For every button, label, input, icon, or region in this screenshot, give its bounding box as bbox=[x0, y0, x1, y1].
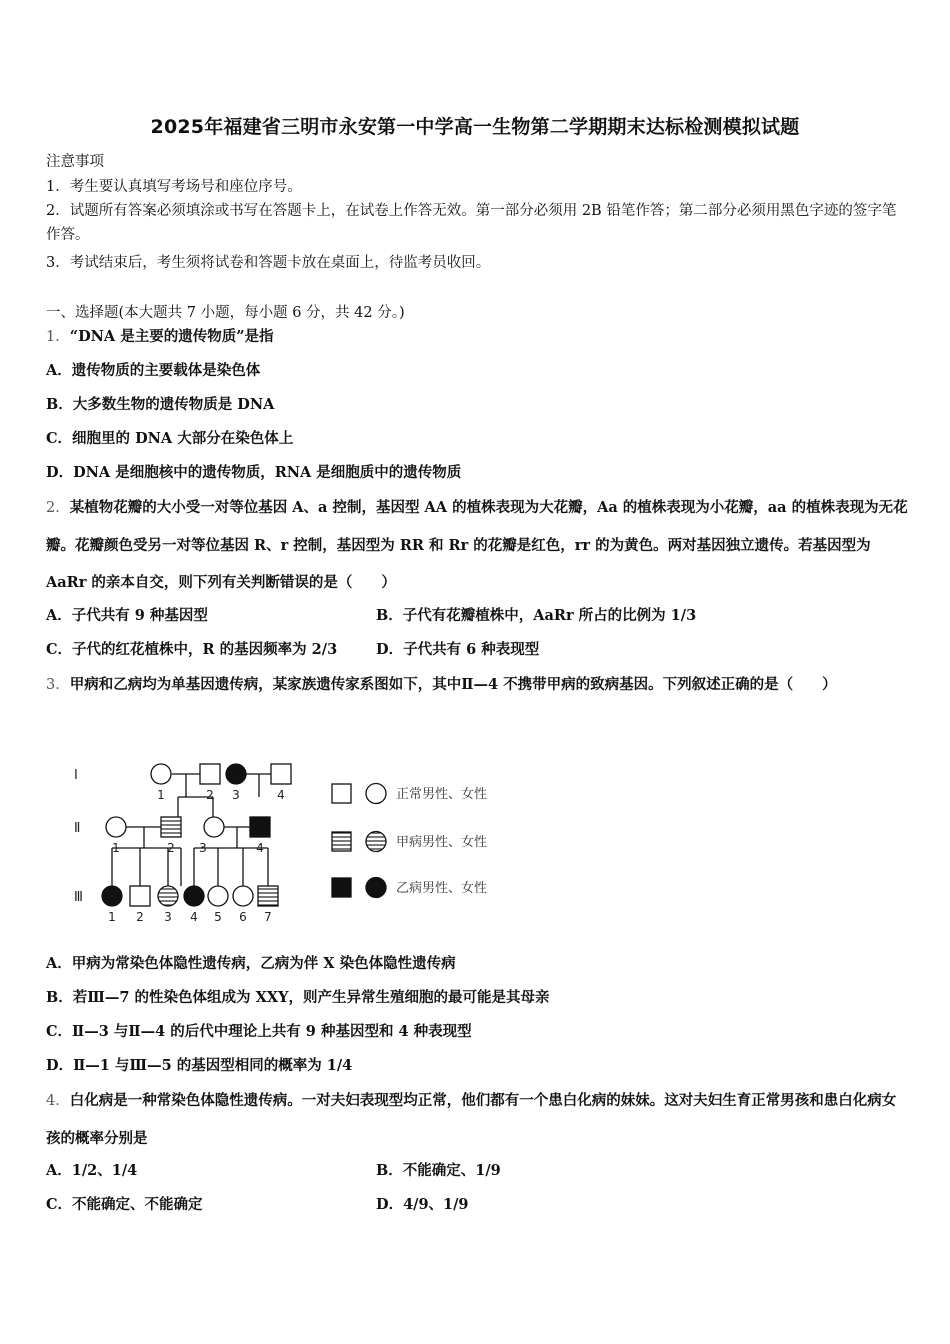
section-heading: 一、选择题(本大题共 7 小题，每小题 6 分，共 42 分。) bbox=[46, 305, 405, 321]
question-number: 3． bbox=[46, 677, 70, 693]
gen2-label: 1 bbox=[112, 841, 120, 855]
question-number: 1． bbox=[46, 329, 70, 345]
gen1-label: 2 bbox=[206, 788, 214, 802]
q1-option-c[interactable]: C．细胞里的 DNA 大部分在染色体上 bbox=[46, 430, 294, 447]
gen2-male-2 bbox=[161, 817, 181, 837]
gen-label-2: Ⅱ bbox=[74, 821, 81, 836]
question-number: 2． bbox=[46, 500, 70, 516]
gen1-male-4 bbox=[271, 764, 291, 784]
q2-option-d[interactable]: D．子代共有 6 种表现型 bbox=[376, 641, 540, 658]
question-stem: 白化病是一种常染色体隐性遗传病。一对夫妇表现型均正常，他们都有一个患白化病的妹妹。这对夫妇生育正常男孩和患白化病女孩的概率分别是 bbox=[46, 1092, 897, 1147]
question-3 bbox=[46, 666, 908, 704]
gen3-male-7 bbox=[258, 886, 278, 906]
gen1-male-2 bbox=[200, 764, 220, 784]
legend-normal-male bbox=[332, 784, 351, 803]
q2-option-a[interactable]: A．子代共有 9 种基因型 bbox=[46, 607, 208, 624]
legend-disease-b-female bbox=[366, 878, 386, 898]
gen3-label: 2 bbox=[136, 910, 144, 924]
q1-option-d[interactable]: D．DNA 是细胞核中的遗传物质，RNA 是细胞质中的遗传物质 bbox=[46, 464, 462, 481]
q4-option-a[interactable]: A．1/2、1/4 bbox=[46, 1162, 138, 1179]
gen3-label: 1 bbox=[108, 910, 116, 924]
q3-option-d[interactable]: D．Ⅱ—1 与Ⅲ—5 的基因型相同的概率为 1/4 bbox=[46, 1057, 353, 1074]
q1-option-a[interactable]: A．遗传物质的主要载体是染色体 bbox=[46, 362, 261, 379]
legend-disease-a-male bbox=[332, 832, 351, 851]
gen2-label: 4 bbox=[256, 841, 264, 855]
gen1-label: 3 bbox=[232, 788, 240, 802]
question-stem: “DNA 是主要的遗传物质”是指 bbox=[69, 328, 274, 345]
legend-disease-b-label: 乙病男性、女性 bbox=[396, 881, 488, 896]
gen3-female-5 bbox=[208, 886, 228, 906]
gen1-label: 4 bbox=[277, 788, 285, 802]
gen2-label: 3 bbox=[199, 841, 207, 855]
gen3-female-1 bbox=[102, 886, 122, 906]
gen3-female-3 bbox=[158, 886, 178, 906]
q3-option-a[interactable]: A．甲病为常染色体隐性遗传病，乙病为伴 X 染色体隐性遗传病 bbox=[46, 955, 456, 972]
gen3-label: 7 bbox=[264, 910, 272, 924]
gen1-female-3 bbox=[226, 764, 246, 784]
gen3-male-2 bbox=[130, 886, 150, 906]
q4-option-b[interactable]: B．不能确定、1/9 bbox=[376, 1162, 501, 1179]
gen3-label: 3 bbox=[164, 910, 172, 924]
legend-normal-label: 正常男性、女性 bbox=[396, 787, 488, 802]
gen3-female-4 bbox=[184, 886, 204, 906]
gen1-female-1 bbox=[151, 764, 171, 784]
q2-option-b[interactable]: B．子代有花瓣植株中，AaRr 所占的比例为 1/3 bbox=[376, 607, 697, 624]
gen3-female-6 bbox=[233, 886, 253, 906]
notice-item-3: 3．考试结束后，考生须将试卷和答题卡放在桌面上，待监考员收回。 bbox=[46, 255, 491, 271]
gen2-female-3 bbox=[204, 817, 224, 837]
gen2-male-4 bbox=[250, 817, 270, 837]
q4-option-d[interactable]: D．4/9、1/9 bbox=[376, 1196, 469, 1213]
gen-label-1: Ⅰ bbox=[74, 768, 78, 783]
q1-option-b[interactable]: B．大多数生物的遗传物质是 DNA bbox=[46, 396, 275, 413]
pedigree-legend bbox=[332, 784, 487, 898]
gen2-female-1 bbox=[106, 817, 126, 837]
legend-disease-a-label: 甲病男性、女性 bbox=[396, 835, 488, 850]
notice-heading: 注意事项 bbox=[46, 154, 104, 170]
question-stem: 甲病和乙病均为单基因遗传病，某家族遗传家系图如下，其中Ⅱ—4 不携带甲病的致病基因。下列叙述正确的是（ ） bbox=[69, 676, 837, 693]
gen2-label: 2 bbox=[167, 841, 175, 855]
legend-disease-b-male bbox=[332, 878, 351, 897]
gen3-label: 6 bbox=[239, 910, 247, 924]
question-number: 4． bbox=[46, 1093, 70, 1109]
q3-option-c[interactable]: C．Ⅱ—3 与Ⅱ—4 的后代中理论上共有 9 种基因型和 4 种表现型 bbox=[46, 1023, 472, 1040]
gen3-label: 4 bbox=[190, 910, 198, 924]
pedigree-figure bbox=[60, 755, 520, 930]
q3-option-b[interactable]: B．若Ⅲ—7 的性染色体组成为 XXY，则产生异常生殖细胞的最可能是其母亲 bbox=[46, 989, 550, 1006]
question-1 bbox=[46, 327, 274, 347]
question-2 bbox=[46, 489, 908, 601]
question-stem: 某植物花瓣的大小受一对等位基因 A、a 控制，基因型 AA 的植株表现为大花瓣，Aa 的植株表现为小花瓣，aa 的植株表现为无花瓣。花瓣颜色受另一对等位基因 R、r 控制，基因型为 RR 和 Rr 的花瓣是红色，rr 的为黄色。两对基因独立遗传。若基因型为 AaRr 的亲本自交，则下列有关判断错误的是（ ） bbox=[46, 499, 908, 591]
gen3-label: 5 bbox=[214, 910, 222, 924]
gen-label-3: Ⅲ bbox=[74, 890, 83, 905]
legend-normal-female bbox=[366, 784, 386, 804]
notice-item-2: 2．试题所有答案必须填涂或书写在答题卡上，在试卷上作答无效。第一部分必须用 2B 铅笔作答；第二部分必须用黑色字迹的签字笔作答。 bbox=[46, 203, 897, 243]
q2-option-c[interactable]: C．子代的红花植株中，R 的基因频率为 2/3 bbox=[46, 641, 338, 658]
gen1-label: 1 bbox=[157, 788, 165, 802]
exam-title: 2025年福建省三明市永安第一中学高一生物第二学期期末达标检测模拟试题 bbox=[150, 116, 800, 138]
q4-option-c[interactable]: C．不能确定、不能确定 bbox=[46, 1196, 203, 1213]
notice-item-1: 1．考生要认真填写考场号和座位序号。 bbox=[46, 179, 302, 195]
question-4 bbox=[46, 1082, 908, 1157]
legend-disease-a-female bbox=[366, 832, 386, 852]
